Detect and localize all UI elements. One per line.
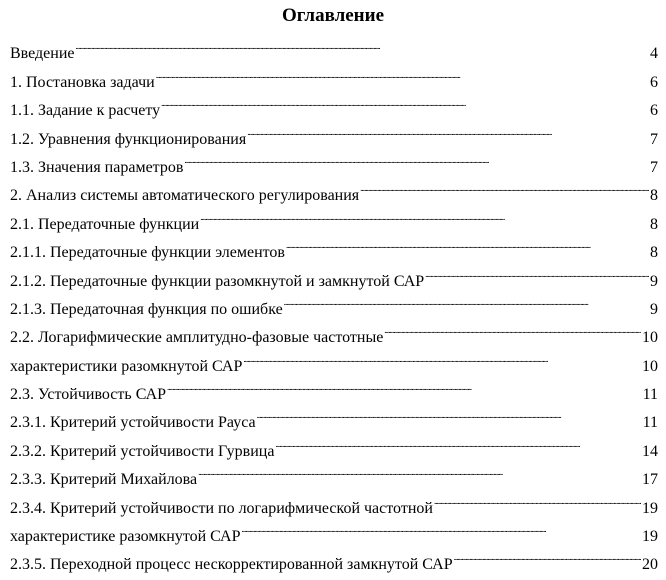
toc-entry-text: 1.1. Задание к расчету bbox=[10, 102, 161, 120]
toc-page-number: 9 bbox=[650, 272, 658, 290]
toc-page-number: 8 bbox=[650, 215, 658, 233]
toc-page-number: 10 bbox=[642, 329, 658, 347]
toc-leader-dots bbox=[286, 229, 649, 257]
toc-page-number: 19 bbox=[642, 528, 658, 546]
toc-page-number: 8 bbox=[650, 244, 658, 262]
toc-page-number: 11 bbox=[642, 386, 658, 404]
toc-title: Оглавление bbox=[281, 5, 385, 26]
toc-leader-dots bbox=[184, 144, 649, 172]
toc-entry-text: 2.3.5. Переходной процесс нескорректированной замкнутой САР bbox=[10, 556, 453, 574]
toc-page-number: 8 bbox=[650, 187, 658, 205]
toc-entry-text: 2.3. Устойчивость САР bbox=[10, 386, 167, 404]
toc-entry-text: 1.3. Значения параметров bbox=[10, 158, 184, 176]
toc-entry-text: 2.3.2. Критерий устойчивости Гурвица bbox=[10, 442, 275, 460]
toc-entry-text: 2.1.3. Передаточная функция по ошибке bbox=[10, 300, 283, 318]
toc-leader-dots bbox=[257, 399, 642, 427]
toc-entry-text: 2.3.1. Критерий устойчивости Рауса bbox=[10, 414, 256, 432]
toc-leader-dots bbox=[76, 30, 650, 58]
toc-entry-text: характеристике разомкнутой САР bbox=[10, 528, 241, 546]
toc-leader-dots bbox=[200, 200, 649, 228]
toc-leader-dots bbox=[275, 427, 641, 455]
toc-leader-dots bbox=[454, 541, 641, 569]
toc-page-number: 7 bbox=[650, 158, 658, 176]
toc-page-number: 9 bbox=[650, 300, 658, 318]
toc-page-number: 14 bbox=[642, 442, 658, 460]
toc-leader-dots bbox=[198, 456, 641, 484]
toc-entry-text: 2.1. Передаточные функции bbox=[10, 215, 200, 233]
toc-entry bbox=[10, 58, 658, 91]
toc-entry-text: характеристики разомкнутой САР bbox=[10, 357, 243, 375]
toc-leader-dots bbox=[167, 371, 642, 399]
toc-leader-dots bbox=[360, 172, 649, 200]
toc-page-number: 11 bbox=[642, 414, 658, 432]
toc-entry-text: 2.3.3. Критерий Михайлова bbox=[10, 471, 198, 489]
toc-entry-text: 1.2. Уравнения функционирования bbox=[10, 130, 247, 148]
toc-page-number: 20 bbox=[642, 556, 658, 574]
toc-entry-text: 2.2. Логарифмические амплитудно-фазовые частотные bbox=[10, 329, 384, 347]
toc-page-number: 6 bbox=[650, 102, 658, 120]
toc-entry-text: 2.3.4. Критерий устойчивости по логарифмической частотной bbox=[10, 499, 433, 517]
toc-page-number: 19 bbox=[642, 499, 658, 517]
toc-page-number: 17 bbox=[642, 471, 658, 489]
toc-leader-dots bbox=[434, 484, 641, 512]
toc-entry-text: 2. Анализ системы автоматического регулирования bbox=[10, 187, 360, 205]
toc-leader-dots bbox=[384, 314, 641, 342]
toc-entry-text: Введение bbox=[10, 45, 75, 63]
toc-leader-dots bbox=[156, 58, 649, 86]
toc-entry bbox=[10, 30, 658, 63]
toc-entry-text: 2.1.2. Передаточные функции разомкнутой и замкнутой САР bbox=[10, 272, 425, 290]
toc-page-number: 6 bbox=[650, 73, 658, 91]
toc-page-number: 10 bbox=[642, 357, 658, 375]
toc-page-number: 4 bbox=[650, 45, 658, 63]
toc-leader-dots bbox=[243, 342, 641, 370]
toc-leader-dots bbox=[247, 115, 649, 143]
toc-leader-dots bbox=[161, 87, 649, 115]
toc-page-number: 7 bbox=[650, 130, 658, 148]
toc-entry-text: 2.1.1. Передаточные функции элементов bbox=[10, 244, 285, 262]
toc-leader-dots bbox=[284, 286, 649, 314]
toc-entry-text: 1. Постановка задачи bbox=[10, 73, 155, 91]
toc-list bbox=[10, 30, 658, 574]
toc-leader-dots bbox=[425, 257, 649, 285]
toc-leader-dots bbox=[242, 513, 642, 541]
